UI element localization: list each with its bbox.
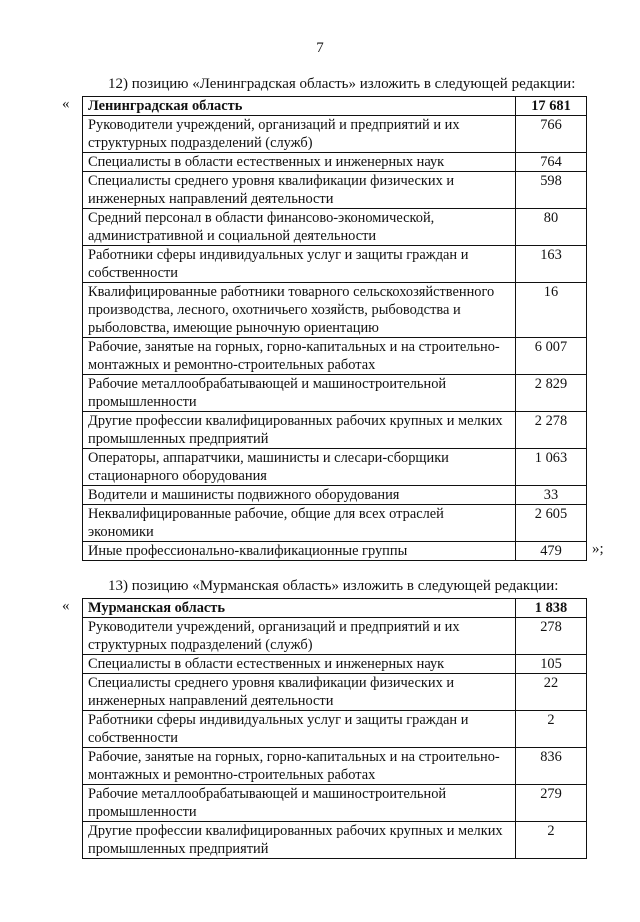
occupation-group: Иные профессионально-квалификационные группы (83, 542, 516, 561)
region-total: 17 681 (516, 97, 587, 116)
occupation-value: 80 (516, 209, 587, 246)
occupation-group: Рабочие металлообрабатывающей и машиностроительной промышленности (83, 375, 516, 412)
occupation-value: 766 (516, 116, 587, 153)
table-row (83, 246, 587, 283)
table-header-row (83, 599, 587, 618)
region-name: Мурманская область (83, 599, 516, 618)
region-name: Ленинградская область (83, 97, 516, 116)
table-row (83, 153, 587, 172)
occupation-group: Водители и машинисты подвижного оборудования (83, 486, 516, 505)
occupation-group: Специалисты среднего уровня квалификации физических и инженерных направлений деятельности (83, 172, 516, 209)
table-row (83, 618, 587, 655)
occupation-value: 598 (516, 172, 587, 209)
table-row (83, 655, 587, 674)
table-row (83, 283, 587, 338)
section-intro: 12) позицию «Ленинградская область» изложить в следующей редакции: (108, 76, 576, 92)
table-row (83, 505, 587, 542)
occupation-value: 278 (516, 618, 587, 655)
occupation-group: Руководители учреждений, организаций и предприятий и их структурных подразделений (служб) (83, 116, 516, 153)
occupation-value: 836 (516, 748, 587, 785)
opening-quote: « (62, 96, 70, 112)
occupation-group: Другие профессии квалифицированных рабочих крупных и мелких промышленных предприятий (83, 822, 516, 859)
occupation-group: Операторы, аппаратчики, машинисты и слесари-сборщики стационарного оборудования (83, 449, 516, 486)
occupation-group: Руководители учреждений, организаций и предприятий и их структурных подразделений (служб) (83, 618, 516, 655)
occupation-value: 2 605 (516, 505, 587, 542)
table-row (83, 486, 587, 505)
table-row (83, 338, 587, 375)
table-row (83, 116, 587, 153)
occupation-value: 6 007 (516, 338, 587, 375)
table-row (83, 172, 587, 209)
closing-quote: »; (592, 541, 604, 557)
table-row (83, 674, 587, 711)
occupation-value: 105 (516, 655, 587, 674)
occupation-group: Работники сферы индивидуальных услуг и защиты граждан и собственности (83, 711, 516, 748)
region-table-murmansk (82, 598, 587, 859)
table-row (83, 822, 587, 859)
occupation-value: 2 278 (516, 412, 587, 449)
table-row (83, 748, 587, 785)
occupation-group: Средний персонал в области финансово-экономической, административной и социальной деятельности (83, 209, 516, 246)
table-row (83, 375, 587, 412)
table-row (83, 449, 587, 486)
occupation-value: 2 (516, 822, 587, 859)
table-row (83, 412, 587, 449)
page-number: 7 (316, 40, 324, 56)
occupation-group: Другие профессии квалифицированных рабочих крупных и мелких промышленных предприятий (83, 412, 516, 449)
occupation-value: 479 (516, 542, 587, 561)
occupation-value: 764 (516, 153, 587, 172)
region-total: 1 838 (516, 599, 587, 618)
occupation-group: Квалифицированные работники товарного сельскохозяйственного производства, лесного, охотничьего хозяйств, рыбоводства и рыболовства, имеющие рыночную ориентацию (83, 283, 516, 338)
occupation-value: 16 (516, 283, 587, 338)
table-row (83, 542, 587, 561)
occupation-value: 33 (516, 486, 587, 505)
section-intro: 13) позицию «Мурманская область» изложить в следующей редакции: (108, 578, 559, 594)
occupation-value: 163 (516, 246, 587, 283)
region-table-leningrad (82, 96, 587, 561)
occupation-group: Рабочие металлообрабатывающей и машиностроительной промышленности (83, 785, 516, 822)
table-header-row (83, 97, 587, 116)
occupation-value: 2 829 (516, 375, 587, 412)
occupation-group: Специалисты в области естественных и инженерных наук (83, 153, 516, 172)
occupation-value: 2 (516, 711, 587, 748)
occupation-group: Работники сферы индивидуальных услуг и защиты граждан и собственности (83, 246, 516, 283)
occupation-value: 22 (516, 674, 587, 711)
occupation-group: Рабочие, занятые на горных, горно-капитальных и на строительно-монтажных и ремонтно-строительных работах (83, 338, 516, 375)
occupation-group: Специалисты среднего уровня квалификации физических и инженерных направлений деятельности (83, 674, 516, 711)
occupation-group: Специалисты в области естественных и инженерных наук (83, 655, 516, 674)
occupation-value: 279 (516, 785, 587, 822)
occupation-group: Неквалифицированные рабочие, общие для всех отраслей экономики (83, 505, 516, 542)
table-row (83, 711, 587, 748)
opening-quote: « (62, 598, 70, 614)
occupation-value: 1 063 (516, 449, 587, 486)
occupation-group: Рабочие, занятые на горных, горно-капитальных и на строительно-монтажных и ремонтно-строительных работах (83, 748, 516, 785)
table-row (83, 209, 587, 246)
table-row (83, 785, 587, 822)
